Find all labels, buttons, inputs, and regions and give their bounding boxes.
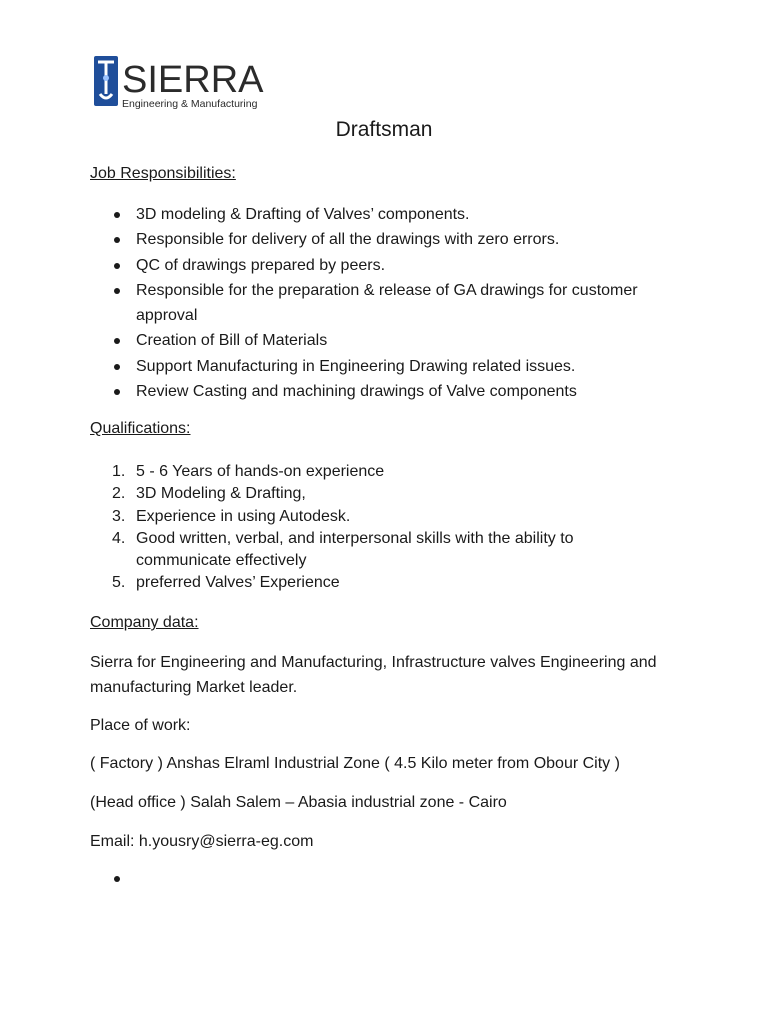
- email-line: Email: h.yousry@sierra-eg.com: [90, 833, 314, 850]
- qualifications-list: [0, 461, 640, 595]
- list-item-text: Review Casting and machining drawings of Valve components: [136, 383, 577, 401]
- list-number: 1.: [112, 463, 126, 480]
- bullet-icon: [114, 237, 120, 243]
- list-item: [0, 528, 640, 573]
- bullet-icon: [114, 288, 120, 294]
- bullet-icon: [114, 263, 120, 269]
- list-item: [0, 506, 640, 528]
- list-item: [0, 253, 660, 278]
- list-item-text: Responsible for delivery of all the drawings with zero errors.: [136, 231, 560, 249]
- head-office-address: (Head office ) Salah Salem – Abasia industrial zone - Cairo: [90, 794, 507, 811]
- place-of-work-label: Place of work:: [90, 717, 191, 734]
- list-item-text: 3D Modeling & Drafting,: [136, 485, 306, 503]
- bullet-icon: [114, 389, 120, 395]
- page-title: Draftsman: [335, 118, 433, 141]
- logo-tagline: Engineering & Manufacturing: [122, 98, 258, 110]
- list-item-text: Support Manufacturing in Engineering Drawing related issues.: [136, 357, 576, 375]
- list-item-text: Responsible for the preparation & release of GA drawings for customer approval: [136, 281, 638, 325]
- list-item: [0, 354, 660, 379]
- list-number: 3.: [112, 507, 126, 525]
- list-number: 2.: [112, 485, 126, 503]
- responsibilities-list: [0, 202, 660, 404]
- qualifications-heading: Qualifications:: [90, 420, 191, 437]
- list-item: [0, 328, 660, 353]
- list-item: [0, 278, 660, 329]
- company-heading: Company data:: [90, 614, 199, 631]
- company-description: Sierra for Engineering and Manufacturing, Infrastructure valves Engineering and manufacturing Market leader.: [90, 654, 657, 696]
- list-item: [0, 572, 640, 594]
- list-item-text: 3D modeling & Drafting of Valves’ components.: [136, 206, 470, 223]
- bullet-icon: [114, 338, 120, 344]
- list-number: 4.: [112, 529, 126, 547]
- list-item: [0, 461, 640, 483]
- list-item-text: Experience in using Autodesk.: [136, 507, 351, 525]
- bullet-icon: [114, 212, 120, 218]
- sierra-logo: [92, 54, 264, 112]
- list-item-text: QC of drawings prepared by peers.: [136, 256, 386, 274]
- bullet-icon: [114, 364, 120, 370]
- list-item-text: Creation of Bill of Materials: [136, 332, 328, 350]
- list-item: [0, 483, 640, 505]
- list-item: [0, 379, 660, 404]
- list-item: [0, 202, 660, 227]
- factory-address: ( Factory ) Anshas Elraml Industrial Zone ( 4.5 Kilo meter from Obour City ): [90, 755, 620, 772]
- list-item-text: Good written, verbal, and interpersonal skills with the ability to communicate effectively: [136, 529, 574, 570]
- list-number: 5.: [112, 574, 126, 592]
- list-item-text: preferred Valves’ Experience: [136, 574, 340, 592]
- empty-bullet-icon: [114, 876, 120, 882]
- list-item: [0, 227, 660, 252]
- responsibilities-heading: Job Responsibilities:: [90, 165, 236, 182]
- sierra-logo-graphic: [92, 54, 264, 112]
- logo-wordmark: SIERRA: [122, 59, 264, 101]
- list-item-text: 5 - 6 Years of hands-on experience: [136, 463, 385, 480]
